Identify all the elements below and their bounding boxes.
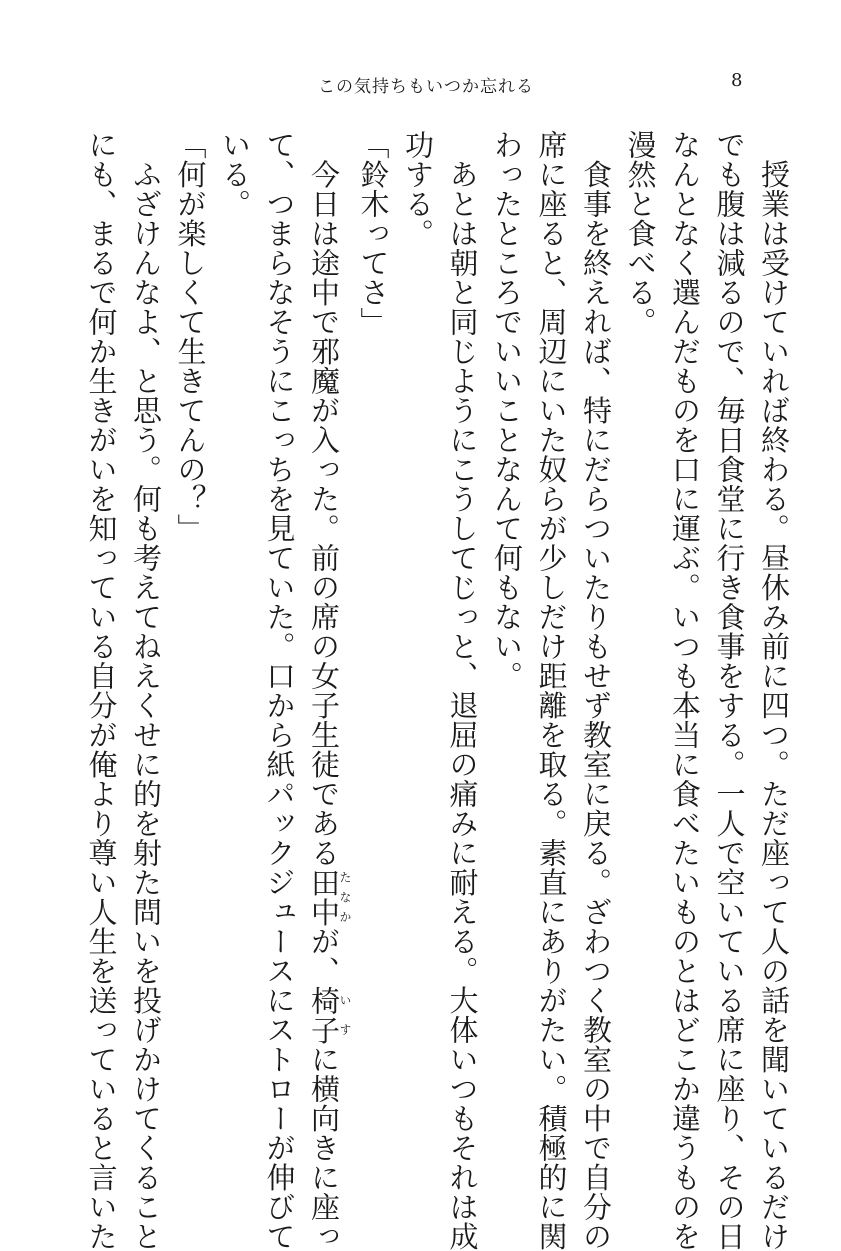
ruby-reading: たなか [338,868,352,927]
text-line: なんとなく選んだものを口に運ぶ。いつも本当に食べたいものとはどこか違うものを [663,130,708,1110]
ruby-tanaka [307,868,341,927]
text-line: 食事を終えれば、特にだらついたりもせず教室に戻る。ざわつく教室の中で自分の [574,130,619,1110]
text-line: ふざけんなよ、と思う。何も考えてねえくせに的を射た問いを投げかけてくること [124,130,169,1110]
ruby-base: 田中 [307,868,341,927]
text-line: あとは朝と同じようにこうしてじっと、退屈の痛みに耐える。大体いつもそれは成 [440,130,485,1110]
text-segment: 今日は途中で邪魔が入った。前の席の女子生徒である [307,130,341,868]
ruby-reading: いす [338,986,352,1045]
text-line: 席に座ると、周辺にいた奴らが少しだけ距離を取る。素直にありがたい。積極的に関 [529,130,574,1110]
text-line: 功する。 [396,130,441,1110]
page-number: 8 [731,70,742,91]
text-segment: に横向きに座っ [307,1045,341,1251]
text-line: 「何が楽しくて生きてんの？」 [168,130,213,1110]
body-text [96,130,796,1110]
text-line-with-ruby [302,130,352,1110]
text-line: 「鈴木ってさ」 [351,130,396,1110]
text-line: にも、まるで何か生きがいを知っている自分が俺より尊い人生を送っていると言いた [79,130,124,1110]
text-line: 授業は受けていれば終わる。昼休み前に四つ。ただ座って人の話を聞いているだけ [752,130,797,1110]
text-line: 漫然と食べる。 [618,130,663,1110]
text-line: いる。 [213,130,258,1110]
running-head-title: この気持ちもいつか忘れる [318,72,534,97]
text-line: て、つまらなそうにこっちを見ていた。口から紙パックジュースにストローが伸びて [257,130,302,1110]
text-line: でも腹は減るので、毎日食堂に行き食事をする。一人で空いている席に座り、その日 [707,130,752,1110]
ruby-isu [307,986,341,1045]
text-line: わったところでいいことなんて何もない。 [485,130,530,1110]
ruby-base: 椅子 [307,986,341,1045]
text-segment: が、 [307,927,341,986]
